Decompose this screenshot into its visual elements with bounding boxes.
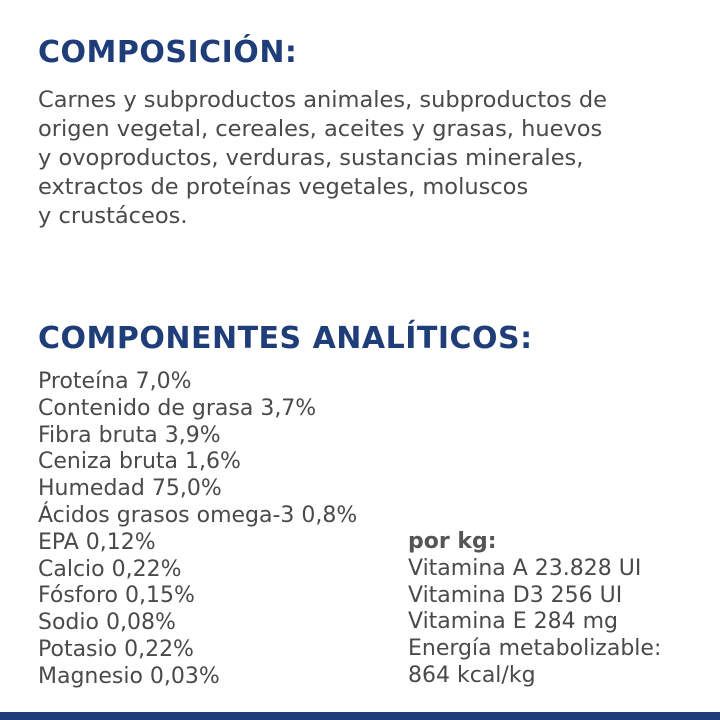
analytic-item: Proteína 7,0% [38, 369, 192, 394]
analytic-item: Calcio 0,22% [38, 556, 182, 582]
analytic-item: Ceniza bruta 1,6% [38, 449, 241, 475]
per-kg-item: Vitamina D3 256 UI [408, 582, 623, 608]
analytic-item: Contenido de grasa 3,7% [38, 395, 317, 421]
analytic-item: Fósforo 0,15% [38, 583, 195, 609]
composition-heading: COMPOSICIÓN: [38, 35, 298, 70]
analytic-item: Humedad 75,0% [38, 476, 222, 502]
per-kg-item: Energía metabolizable: [408, 636, 662, 662]
analytic-item: Potasio 0,22% [38, 636, 194, 662]
analytic-components-list [38, 369, 357, 691]
composition-text: Carnes y subproductos animales, subproductos de origen vegetal, cereales, aceites y grasas, huevos y ovoproductos, verduras, sustancias minerales, extractos de proteínas vegetales, moluscos y crustáceos. [38, 87, 607, 229]
per-kg-list [408, 529, 661, 690]
per-kg-heading: por kg: [408, 529, 497, 554]
analytic-item: Fibra bruta 3,9% [38, 422, 221, 448]
analytic-item: Sodio 0,08% [38, 610, 176, 636]
per-kg-item: Vitamina A 23.828 UI [408, 555, 642, 581]
per-kg-item: Vitamina E 284 mg [408, 609, 619, 635]
analytic-item: Ácidos grasos omega-3 0,8% [38, 502, 358, 528]
analytic-components-heading: COMPONENTES ANALÍTICOS: [38, 321, 533, 356]
analytic-item: Magnesio 0,03% [38, 663, 220, 689]
bottom-accent-bar [0, 712, 720, 720]
analytic-item: EPA 0,12% [38, 529, 156, 555]
per-kg-item: 864 kcal/kg [408, 662, 536, 688]
